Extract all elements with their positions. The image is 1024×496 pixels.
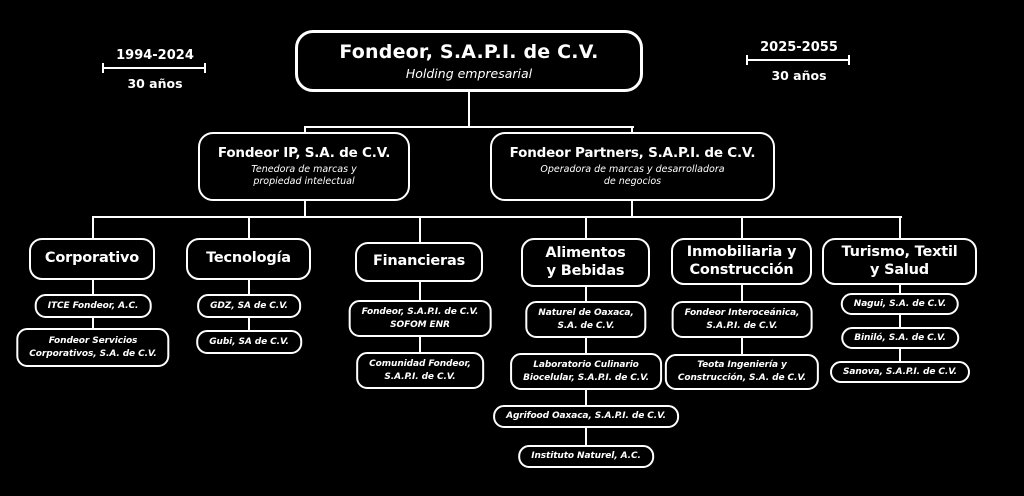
root-node-title: Fondeor, S.A.P.I. de C.V. — [339, 41, 599, 63]
connector-line — [899, 349, 901, 361]
company-name: Teota Ingeniería y Construcción, S.A. de C.V. — [677, 360, 807, 383]
root-node — [295, 30, 643, 92]
connector-line — [92, 216, 94, 240]
node-subtitle: Tenedora de marcas y propiedad intelectual — [251, 163, 357, 187]
company-node-nagui — [841, 293, 959, 315]
connector-line — [741, 285, 743, 302]
connector-line — [899, 315, 901, 327]
company-name: Fondeor, S.A.P.I. de C.V. SOFOM ENR — [361, 306, 479, 330]
company-name: ITCE Fondeor, A.C. — [47, 300, 139, 311]
connector-line — [419, 282, 421, 301]
node-fondeor-ip — [198, 132, 410, 201]
period-line-tick-left — [746, 55, 748, 65]
company-node-naturel-de-oaxaca — [525, 301, 646, 338]
company-name: Laboratorio Culinario Biocelular, S.A.P.I. de C.V. — [523, 359, 649, 383]
company-name: GDZ, SA de C.V. — [210, 300, 288, 311]
period-line — [103, 67, 205, 69]
division-title: Alimentos y Bebidas — [545, 245, 626, 279]
connector-line — [585, 390, 587, 406]
connector-line — [92, 216, 902, 218]
company-node-laboratorio-culinario-biocelular — [510, 353, 662, 390]
connector-line — [419, 337, 421, 353]
connector-line — [304, 126, 634, 128]
company-node-binilo — [841, 327, 959, 349]
company-node-sanova — [830, 361, 970, 383]
connector-line — [468, 91, 470, 128]
company-node-agrifood-oaxaca — [493, 405, 679, 428]
period-range-label: 2025-2055 — [760, 40, 838, 55]
connector-line — [585, 338, 587, 354]
division-title: Corporativo — [44, 250, 140, 267]
division-header-corporativo — [29, 238, 155, 280]
company-name: Agrifood Oaxaca, S.A.P.I. de C.V. — [506, 411, 666, 422]
company-name: Biniló, S.A. de C.V. — [854, 332, 946, 343]
period-line — [747, 59, 849, 61]
company-name: Instituto Naturel, A.C. — [531, 451, 641, 462]
division-header-financieras — [355, 242, 483, 282]
company-name: Sanova, S.A.P.I. de C.V. — [843, 366, 957, 377]
connector-line — [585, 287, 587, 302]
connector-line — [741, 216, 743, 240]
division-header-turismo-textil-y-salud — [822, 238, 977, 285]
company-node-itce-fondeor — [35, 294, 152, 318]
division-header-inmobiliaria-y-construccion — [671, 238, 812, 285]
node-title: Fondeor IP, S.A. de C.V. — [217, 144, 391, 161]
company-name: Comunidad Fondeor, S.A.P.I. de C.V. — [369, 358, 471, 382]
division-header-tecnologia — [186, 238, 311, 280]
connector-line — [92, 280, 94, 295]
company-node-comunidad-fondeor — [356, 352, 484, 389]
company-node-instituto-naturel — [518, 445, 654, 468]
division-title: Tecnología — [206, 250, 291, 267]
connector-line — [585, 216, 587, 240]
period-duration-label: 30 años — [771, 68, 827, 83]
company-node-fondeor-interoceanica — [672, 301, 813, 338]
connector-line — [419, 216, 421, 244]
node-fondeor-partners — [490, 132, 775, 201]
company-name: Fondeor Servicios Corporativos, S.A. de C.V. — [29, 335, 157, 359]
company-node-fondeor-servicios-corporativos — [16, 328, 169, 367]
company-name: Nagui, S.A. de C.V. — [853, 298, 947, 309]
company-node-gdz — [197, 294, 301, 318]
division-header-alimentos-y-bebidas — [521, 238, 650, 287]
root-node-subtitle: Holding empresarial — [405, 66, 533, 81]
connector-line — [741, 338, 743, 355]
period-line-tick-left — [102, 63, 104, 73]
node-subtitle: Operadora de marcas y desarrolladora de negocios — [540, 163, 725, 187]
node-title: Fondeor Partners, S.A.P.I. de C.V. — [509, 144, 756, 161]
period-line-tick-right — [204, 63, 206, 73]
period-line-tick-right — [848, 55, 850, 65]
connector-line — [899, 216, 901, 240]
company-node-gubi — [196, 330, 302, 354]
company-name: Naturel de Oaxaca, S.A. de C.V. — [538, 307, 634, 331]
company-node-teota-ingenieria — [665, 354, 819, 390]
company-name: Fondeor Interoceánica, S.A.P.I. de C.V. — [684, 307, 800, 331]
company-node-fondeor-sofom — [349, 300, 492, 337]
division-title: Inmobiliaria y Construcción — [686, 244, 797, 278]
division-title: Turismo, Textil y Salud — [841, 244, 958, 278]
connector-line — [248, 280, 250, 295]
connector-line — [585, 428, 587, 446]
period-range-label: 1994-2024 — [116, 48, 194, 63]
division-title: Financieras — [372, 253, 466, 270]
connector-line — [248, 216, 250, 240]
company-name: Gubi, SA de C.V. — [209, 336, 289, 347]
period-duration-label: 30 años — [127, 76, 183, 91]
